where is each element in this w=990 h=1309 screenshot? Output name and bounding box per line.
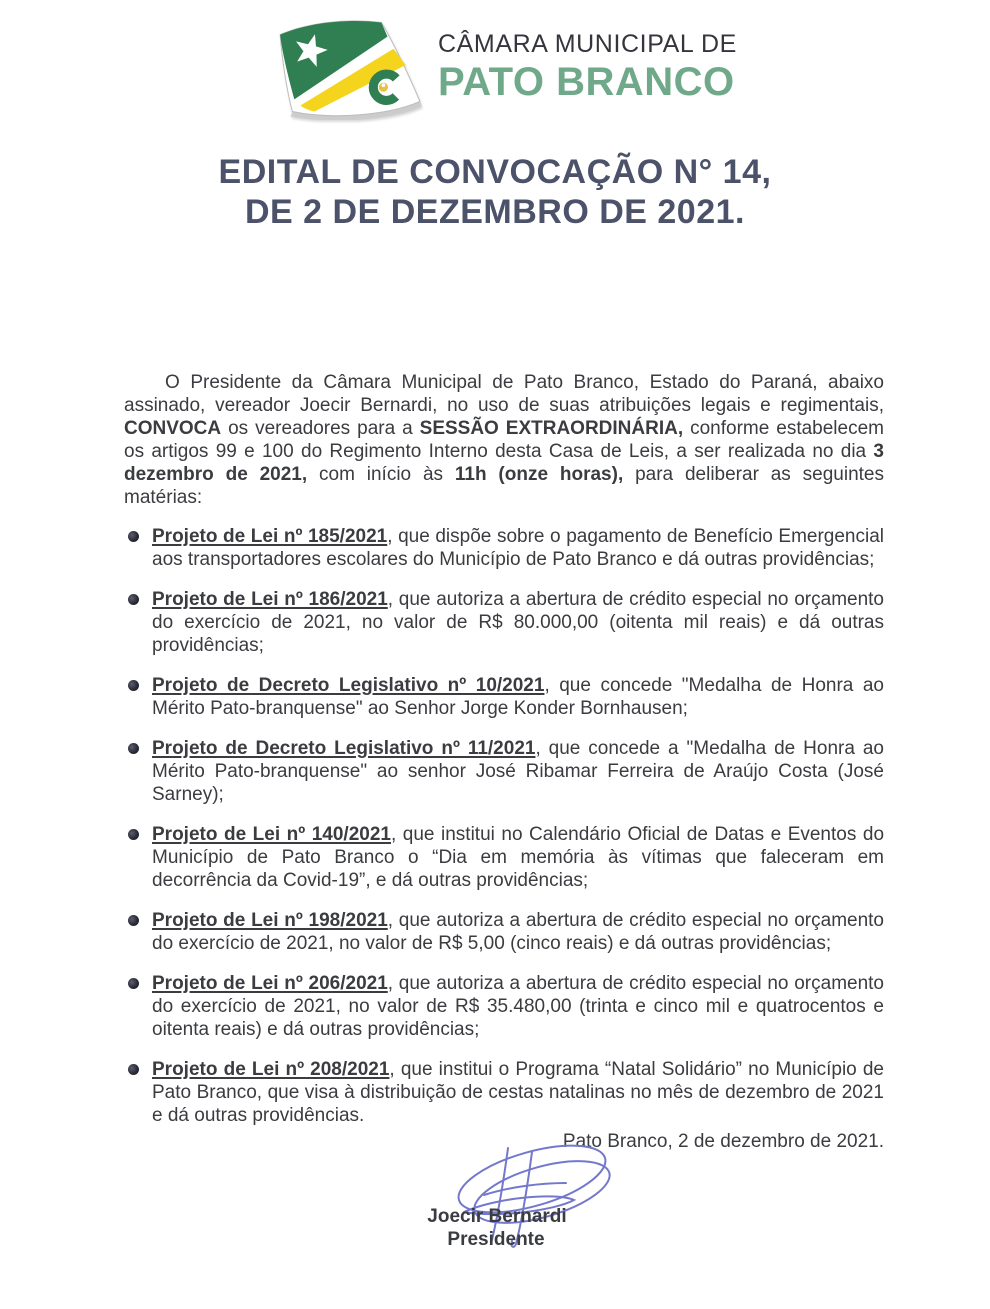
org-name-top: CÂMARA MUNICIPAL DE (438, 30, 737, 58)
municipal-flag-logo (268, 14, 432, 120)
agenda-item-text: , que dispõe sobre o pagamento de Benefício Emergencial aos transportadores escolares do Município de Pato Branco e dá outras providências; (152, 526, 885, 570)
bullet-icon (128, 531, 139, 542)
bullet-icon (128, 680, 139, 691)
agenda-item-title: Projeto de Lei nº 208/2021 (152, 1059, 390, 1080)
agenda-item-text: , que institui o Programa “Natal Solidário” no Município de Pato Branco, que visa à distribuição de cestas natalinas no mês de dezembro de 2021 e dá outras providências. (152, 1059, 885, 1126)
agenda-item-title: Projeto de Lei nº 206/2021 (152, 973, 388, 994)
agenda-item-title: Projeto de Decreto Legislativo nº 10/2021 (152, 675, 545, 696)
letterhead (268, 14, 737, 120)
agenda-item (124, 909, 884, 955)
agenda-item (124, 823, 884, 892)
document-title (0, 152, 990, 232)
intro-text: O Presidente da Câmara Municipal de Pato Branco, Estado do Paraná, abaixo assinado, vereador Joecir Bernardi, no uso de suas atribuições legais e regimentais, (124, 372, 884, 416)
agenda-item (124, 525, 884, 571)
bullet-icon (128, 743, 139, 754)
intro-bold-text: 11h (onze horas), (454, 464, 624, 485)
title-line-1: EDITAL DE CONVOCAÇÃO N° 14, (218, 153, 772, 191)
bullet-icon (128, 594, 139, 605)
intro-text: os vereadores para a (221, 418, 420, 439)
agenda-item (124, 737, 884, 806)
intro-text: para deliberar as seguintes matérias: (124, 464, 884, 508)
agenda-item-title: Projeto de Lei nº 185/2021 (152, 526, 388, 547)
intro-text: com início às (307, 464, 455, 485)
agenda-item (124, 1058, 884, 1127)
intro-bold-text: 3 dezembro de 2021, (124, 441, 884, 485)
agenda-item-text: , que institui no Calendário Oficial de Datas e Eventos do Município de Pato Branco o “Dia em memória às vítimas que faleceram em decorrência da Covid-19”, e dá outras providências; (152, 824, 885, 891)
intro-bold-text: CONVOCA (124, 418, 222, 439)
title-line-2: DE 2 DE DEZEMBRO DE 2021. (245, 193, 745, 231)
bullet-icon (128, 829, 139, 840)
agenda-item-title: Projeto de Lei nº 186/2021 (152, 589, 388, 610)
signatory-role: Presidente (447, 1229, 545, 1250)
agenda-item-text: , que autoriza a abertura de crédito especial no orçamento do exercício de 2021, no valor de R$ 5,00 (cinco reais) e dá outras providências; (152, 910, 884, 954)
signatory-name: Joecir Bernardi (427, 1206, 567, 1227)
date-line: Pato Branco, 2 de dezembro de 2021. (562, 1131, 884, 1152)
flag-icon (268, 14, 432, 120)
agenda-item (124, 674, 884, 720)
document-body (124, 371, 884, 1153)
agenda-list (124, 525, 884, 1127)
agenda-item-title: Projeto de Lei nº 198/2021 (152, 910, 388, 931)
bullet-icon (128, 1064, 139, 1075)
agenda-item (124, 588, 884, 657)
agenda-item-text: , que autoriza a abertura de crédito especial no orçamento do exercício de 2021, no valor de R$ 80.000,00 (oitenta mil reais) e dá outras providências; (152, 589, 884, 656)
bullet-icon (128, 915, 139, 926)
bullet-icon (128, 978, 139, 989)
organization-name (438, 14, 737, 105)
intro-bold-text: SESSÃO EXTRAORDINÁRIA, (419, 418, 684, 439)
org-name-bottom: PATO BRANCO (438, 60, 735, 104)
agenda-item (124, 972, 884, 1041)
agenda-item-text: , que autoriza a abertura de crédito especial no orçamento do exercício de 2021, no valor de R$ 35.480,00 (trinta e cinco mil e quatrocentos e oitenta reais) e dá outras providências; (152, 973, 884, 1040)
intro-text: conforme estabelecem os artigos 99 e 100 do Regimento Interno desta Casa de Leis, a ser realizada no dia (124, 418, 884, 462)
agenda-item-title: Projeto de Decreto Legislativo nº 11/2021 (152, 738, 536, 759)
intro-paragraph (124, 371, 884, 509)
agenda-item-text: , que concede "Medalha de Honra ao Mérito Pato-branquense" ao Senhor Jorge Konder Bornhausen; (152, 675, 884, 719)
agenda-item-text: , que concede a "Medalha de Honra ao Mérito Pato-branquense" ao senhor José Ribamar Ferreira de Araújo Costa (José Sarney); (152, 738, 884, 805)
agenda-item-title: Projeto de Lei nº 140/2021 (152, 824, 391, 845)
